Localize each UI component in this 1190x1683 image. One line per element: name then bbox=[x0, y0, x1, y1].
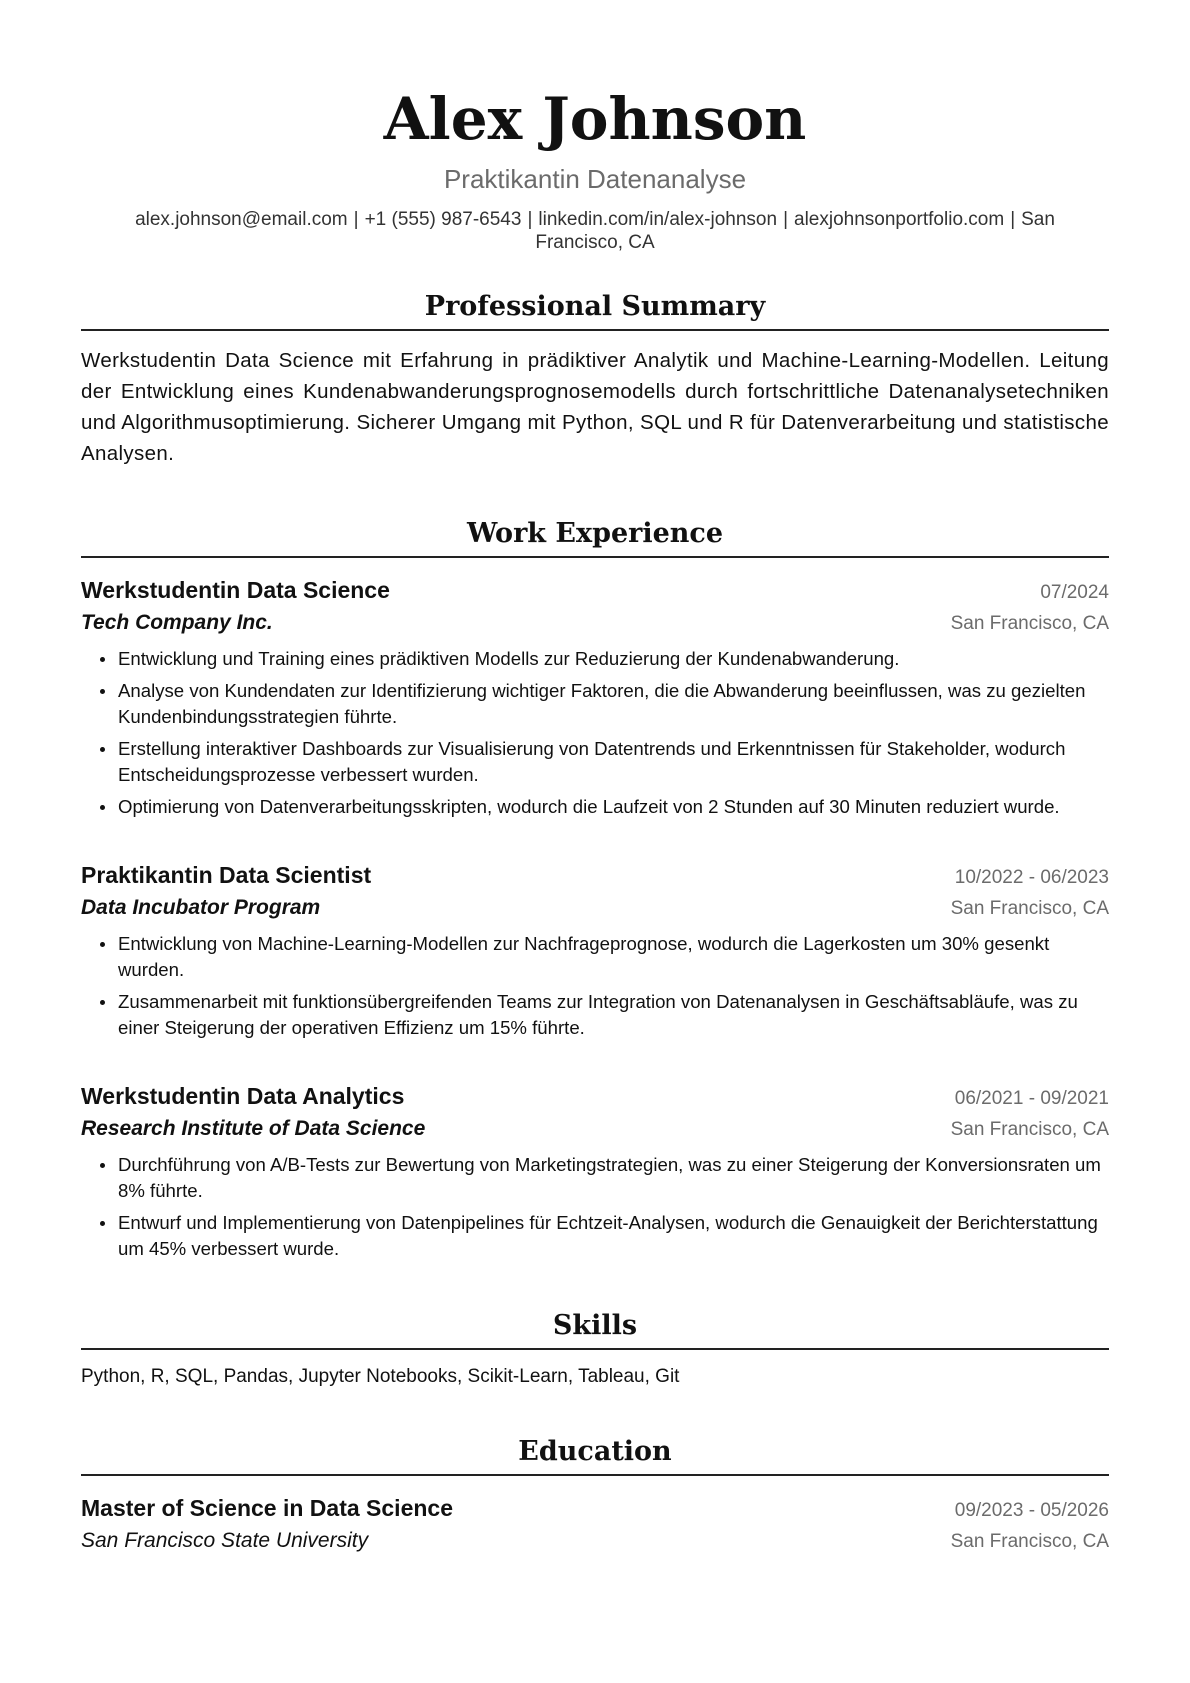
education-date: 09/2023 - 05/2026 bbox=[954, 1500, 1109, 1521]
bullet-item: Entwicklung und Training eines prädiktiven Modells zur Reduzierung der Kundenabwanderung. bbox=[118, 646, 1109, 672]
candidate-name: Alex Johnson bbox=[383, 85, 807, 153]
entry-subheader-row bbox=[81, 1526, 1109, 1556]
company-name: Research Institute of Data Science bbox=[81, 1117, 426, 1140]
entry-subheader-row bbox=[81, 608, 1109, 638]
education-section bbox=[81, 1434, 1109, 1556]
school-name: San Francisco State University bbox=[81, 1529, 369, 1552]
work-entry bbox=[81, 575, 1109, 820]
contact-line bbox=[99, 208, 1091, 254]
job-date: 07/2024 bbox=[1040, 582, 1109, 603]
bullet-item: Optimierung von Datenverarbeitungsskripten, wodurch die Laufzeit von 2 Stunden auf 30 Minuten reduziert wurde. bbox=[118, 794, 1109, 820]
company-name: Tech Company Inc. bbox=[81, 611, 273, 634]
entry-header-row bbox=[81, 1493, 1109, 1526]
contact-separator: | bbox=[353, 209, 359, 230]
contact-email[interactable]: alex.johnson@email.com bbox=[135, 209, 348, 230]
section-heading-skills: Skills bbox=[81, 1308, 1109, 1350]
contact-location: San Francisco, CA bbox=[535, 209, 1055, 253]
summary-section bbox=[81, 289, 1109, 469]
bullet-item: Zusammenarbeit mit funktionsübergreifenden Teams zur Integration von Datenanalysen in Geschäftsabläufe, was zu einer Steigerung der operativen Effizienz um 15% führte. bbox=[118, 989, 1109, 1041]
skills-section bbox=[81, 1308, 1109, 1390]
job-bullets bbox=[81, 931, 1109, 1041]
entry-subheader-row bbox=[81, 1114, 1109, 1144]
entry-header-row bbox=[81, 860, 1109, 893]
degree-title: Master of Science in Data Science bbox=[81, 1495, 453, 1521]
company-name: Data Incubator Program bbox=[81, 896, 321, 919]
bullet-item: Analyse von Kundendaten zur Identifizierung wichtiger Faktoren, die die Abwanderung beeinflussen, was zu gezielten Kundenbindungsstrategien führte. bbox=[118, 678, 1109, 730]
job-date: 10/2022 - 06/2023 bbox=[954, 867, 1109, 888]
summary-text: Werkstudentin Data Science mit Erfahrung in prädiktiver Analytik und Machine-Learning-Modellen. Leitung der Entwicklung eines Kundenabwanderungsprognosemodells durch fortschrittliche Datenanalysetechniken und Algorithmusoptimierung. Sicherer Umgang mit Python, SQL und R für Datenverarbeitung und statistische Analysen. bbox=[81, 349, 1109, 465]
section-heading-education: Education bbox=[81, 1434, 1109, 1476]
job-title: Werkstudentin Data Science bbox=[81, 577, 390, 603]
bullet-item: Erstellung interaktiver Dashboards zur Visualisierung von Datentrends und Erkenntnissen für Stakeholder, wodurch Entscheidungsprozesse verbessert wurden. bbox=[118, 736, 1109, 788]
section-heading-summary: Professional Summary bbox=[81, 289, 1109, 331]
work-entry bbox=[81, 860, 1109, 1041]
section-heading-work: Work Experience bbox=[81, 516, 1109, 558]
contact-linkedin[interactable]: linkedin.com/in/alex-johnson bbox=[538, 209, 778, 230]
resume-header bbox=[81, 0, 1109, 254]
entry-header-row bbox=[81, 575, 1109, 608]
bullet-item: Durchführung von A/B-Tests zur Bewertung von Marketingstrategien, was zu einer Steigerung der Konversionsraten um 8% führte. bbox=[118, 1152, 1109, 1204]
contact-separator: | bbox=[1010, 209, 1016, 230]
job-bullets bbox=[81, 1152, 1109, 1262]
bullet-item: Entwurf und Implementierung von Datenpipelines für Echtzeit-Analysen, wodurch die Genauigkeit der Berichterstattung um 45% verbessert wurde. bbox=[118, 1210, 1109, 1262]
work-entry bbox=[81, 1081, 1109, 1262]
contact-portfolio[interactable]: alexjohnsonportfolio.com bbox=[794, 209, 1005, 230]
education-location: San Francisco, CA bbox=[950, 1531, 1109, 1552]
education-entry bbox=[81, 1493, 1109, 1556]
job-date: 06/2021 - 09/2021 bbox=[954, 1088, 1109, 1109]
candidate-title: Praktikantin Datenanalyse bbox=[443, 164, 747, 194]
skills-list: Python, R, SQL, Pandas, Jupyter Notebooks, Scikit-Learn, Tableau, Git bbox=[81, 1366, 680, 1387]
job-title: Werkstudentin Data Analytics bbox=[81, 1083, 405, 1109]
bullet-item: Entwicklung von Machine-Learning-Modellen zur Nachfrageprognose, wodurch die Lagerkosten um 30% gesenkt wurden. bbox=[118, 931, 1109, 983]
job-title: Praktikantin Data Scientist bbox=[81, 862, 372, 888]
job-location: San Francisco, CA bbox=[950, 613, 1109, 634]
job-location: San Francisco, CA bbox=[950, 898, 1109, 919]
entry-subheader-row bbox=[81, 893, 1109, 923]
work-experience-section bbox=[81, 516, 1109, 1262]
contact-separator: | bbox=[527, 209, 533, 230]
job-location: San Francisco, CA bbox=[950, 1119, 1109, 1140]
job-bullets bbox=[81, 646, 1109, 820]
contact-phone[interactable]: +1 (555) 987-6543 bbox=[364, 209, 522, 230]
entry-header-row bbox=[81, 1081, 1109, 1114]
contact-separator: | bbox=[783, 209, 788, 230]
